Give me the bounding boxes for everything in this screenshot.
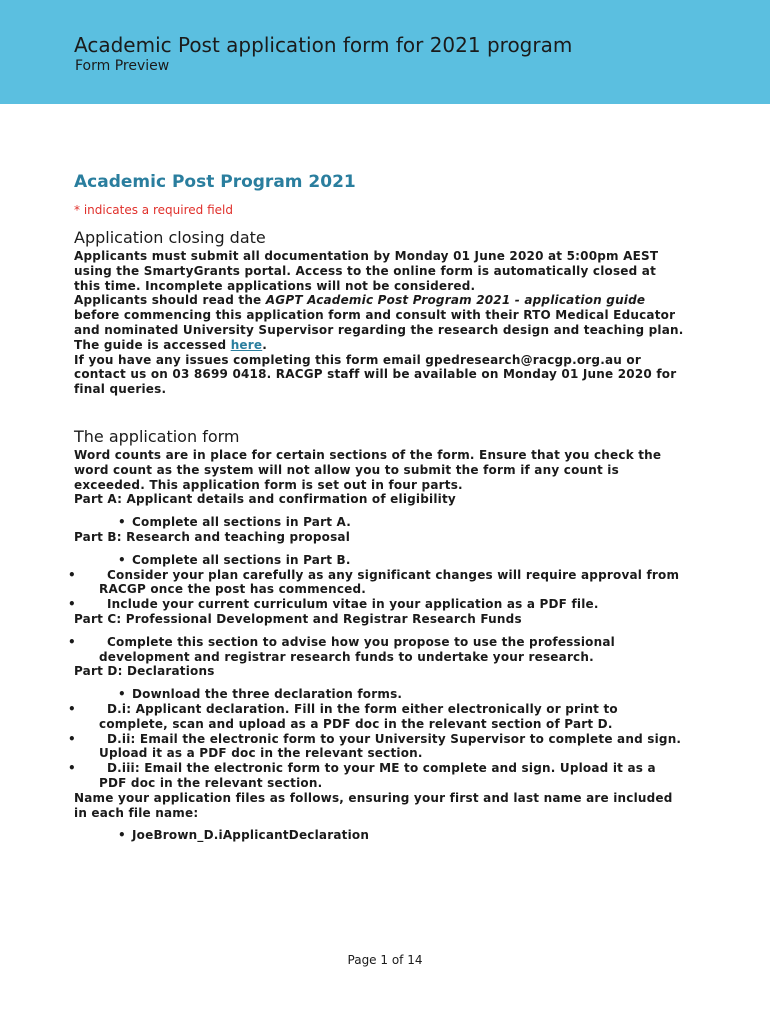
page-number: Page 1 of 14 — [347, 953, 423, 967]
closing-paragraph-1: Applicants must submit all documentation by Monday 01 June 2020 at 5:00pm AEST using the SmartyGrants portal. Access to the online form is automatically closed at this time. Incomplete applications will not be considered. — [74, 249, 659, 293]
part-a-label: Part A: Applicant details and confirmation of eligibility — [74, 492, 456, 507]
form-title: Academic Post application form for 2021 program — [74, 33, 573, 57]
bullet-icon: • — [68, 761, 76, 776]
list-item-text: Complete all sections in Part A. — [132, 515, 352, 530]
list-item — [68, 597, 684, 612]
application-form-heading: The application form — [74, 426, 240, 446]
application-guide-title: AGPT Academic Post Program 2021 - application guide — [265, 293, 646, 308]
list-item — [74, 553, 684, 568]
list-item — [68, 567, 684, 598]
form-header — [0, 0, 770, 104]
bullet-icon: • — [118, 515, 126, 530]
part-b-list — [68, 552, 684, 612]
form-subtitle: Form Preview — [75, 58, 170, 74]
part-c-list — [68, 634, 684, 665]
list-item-text: Complete all sections in Part B. — [132, 552, 351, 567]
file-naming-list — [74, 828, 684, 843]
list-item — [68, 634, 684, 665]
list-item-text: Include your current curriculum vitae in your application as a PDF file. — [107, 597, 599, 612]
list-item-text: D.iii: Email the electronic form to your ME to complete and sign. Upload it as a PDF doc in the relevant section. — [99, 761, 656, 790]
closing-paragraph-2 — [74, 293, 684, 352]
part-b-label: Part B: Research and teaching proposal — [74, 529, 351, 544]
list-item — [74, 515, 684, 530]
form-content — [68, 170, 684, 843]
guide-link[interactable]: here — [230, 337, 263, 352]
bullet-icon: • — [68, 634, 76, 649]
closing-p2-text-1: Applicants should read the — [74, 293, 266, 308]
program-title: Academic Post Program 2021 — [74, 172, 356, 192]
list-item — [74, 828, 684, 843]
list-item — [68, 761, 684, 791]
bullet-icon: • — [68, 597, 76, 612]
part-c-label: Part C: Professional Development and Registrar Research Funds — [74, 611, 522, 626]
part-d-label: Part D: Declarations — [74, 664, 215, 679]
file-naming-intro: Name your application files as follows, ensuring your first and last name are included in each file name: — [74, 790, 673, 820]
required-field-note: * indicates a required field — [74, 203, 233, 217]
list-item-text: Download the three declaration forms. — [132, 687, 403, 702]
list-item — [68, 731, 684, 762]
closing-date-heading: Application closing date — [74, 228, 266, 247]
closing-paragraph-3: If you have any issues completing this form email gpedresearch@racgp.org.au or contact us on 03 8699 0418. RACGP staff will be available on Monday 01 June 2020 for final queries. — [74, 352, 677, 397]
bullet-icon: • — [118, 552, 126, 567]
list-item-text: D.i: Applicant declaration. Fill in the form either electronically or print to complete, scan and upload as a PDF doc in the relevant section of Part D. — [99, 701, 618, 731]
part-a-list — [74, 515, 684, 530]
closing-p2-text-3: . — [262, 337, 267, 352]
list-item-text: Consider your plan carefully as any significant changes will require approval from RACGP once the post has commenced. — [99, 567, 680, 597]
part-d-list — [68, 687, 684, 791]
list-item — [74, 687, 684, 702]
bullet-icon: • — [118, 687, 126, 702]
list-item-text: JoeBrown_D.iApplicantDeclaration — [132, 828, 370, 843]
bullet-icon: • — [68, 701, 76, 716]
list-item-text: Complete this section to advise how you propose to use the professional development and registrar research funds to undertake your research. — [99, 634, 615, 664]
bullet-icon: • — [118, 828, 126, 843]
bullet-icon: • — [68, 731, 76, 746]
bullet-icon: • — [68, 567, 76, 582]
closing-p2-text-2: before commencing this application form and consult with their RTO Medical Educator and nominated University Supervisor regarding the research design and teaching plan. The guide is accessed — [74, 308, 684, 352]
application-form-intro: Word counts are in place for certain sections of the form. Ensure that you check the word count as the system will not allow you to submit the form if any count is exceeded. This application form is set out in four parts. — [74, 447, 662, 492]
list-item-text: D.ii: Email the electronic form to your University Supervisor to complete and sign. Upload it as a PDF doc in the relevant section. — [99, 731, 682, 761]
list-item — [68, 701, 684, 732]
